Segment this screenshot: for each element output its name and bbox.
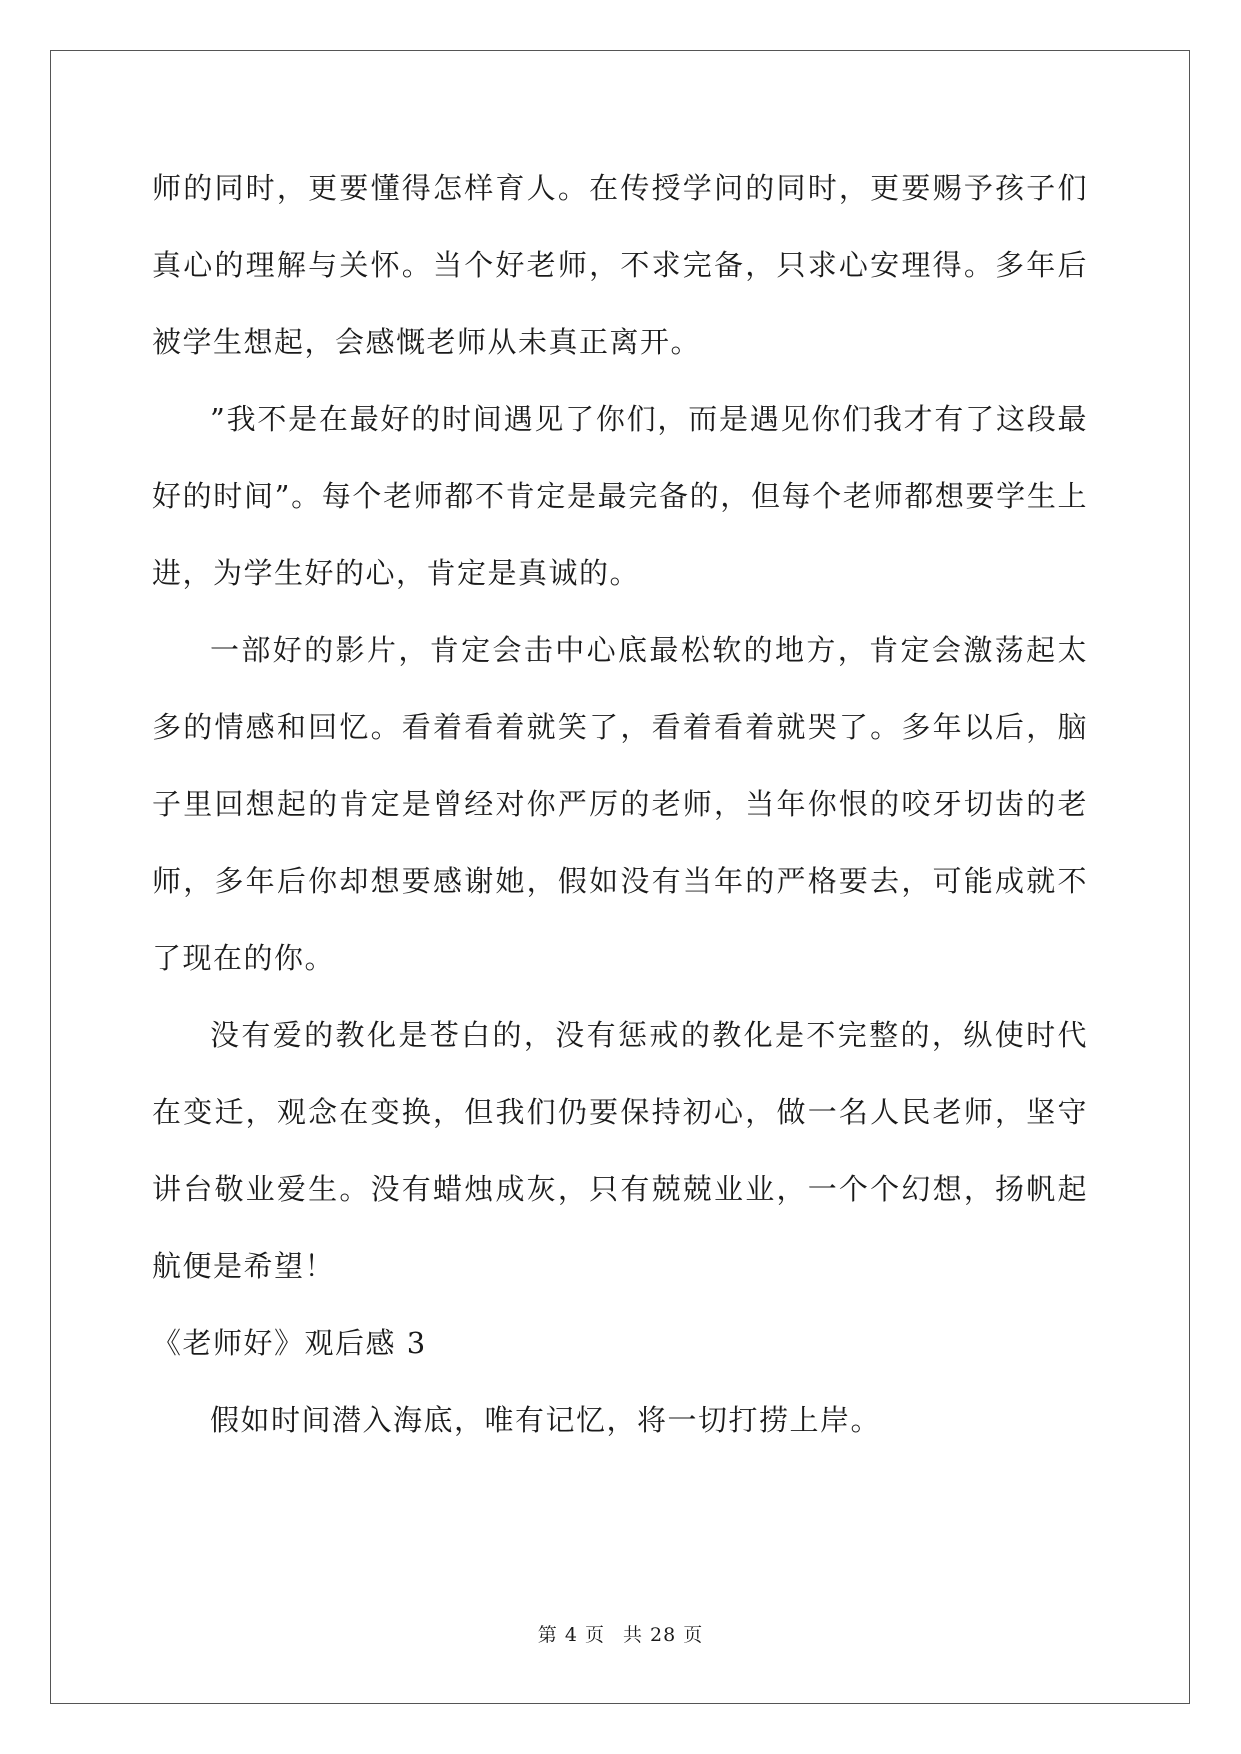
section-heading: 《老师好》观后感 3 (152, 1326, 427, 1360)
page-number: 第 4 页 (537, 1624, 605, 1646)
paragraph-4: 没有爱的教化是苍白的，没有惩戒的教化是不完整的，纵使时代在变迁，观念在变换，但我们仍要保持初心，做一名人民老师，坚守讲台敬业爱生。没有蜡烛成灰，只有兢兢业业，一个个幻想，扬帆起航便是希望！ (152, 1018, 1088, 1283)
page-footer (0, 1620, 1241, 1647)
document-body (152, 150, 1088, 1459)
paragraph-5: 假如时间潜入海底，唯有记忆，将一切打捞上岸。 (210, 1403, 882, 1437)
paragraph-2: ”我不是在最好的时间遇见了你们，而是遇见你们我才有了这段最好的时间”。每个老师都不肯定是最完备的，但每个老师都想要学生上进，为学生好的心，肯定是真诚的。 (152, 402, 1088, 590)
paragraph-3: 一部好的影片，肯定会击中心底最松软的地方，肯定会激荡起太多的情感和回忆。看着看着就笑了，看着看着就哭了。多年以后，脑子里回想起的肯定是曾经对你严厉的老师，当年你恨的咬牙切齿的老师，多年后你却想要感谢她，假如没有当年的严格要去，可能成就不了现在的你。 (152, 633, 1088, 975)
paragraph-1: 师的同时，更要懂得怎样育人。在传授学问的同时，更要赐予孩子们真心的理解与关怀。当个好老师，不求完备，只求心安理得。多年后被学生想起，会感慨老师从未真正离开。 (152, 171, 1088, 359)
page-total: 共 28 页 (622, 1624, 704, 1646)
